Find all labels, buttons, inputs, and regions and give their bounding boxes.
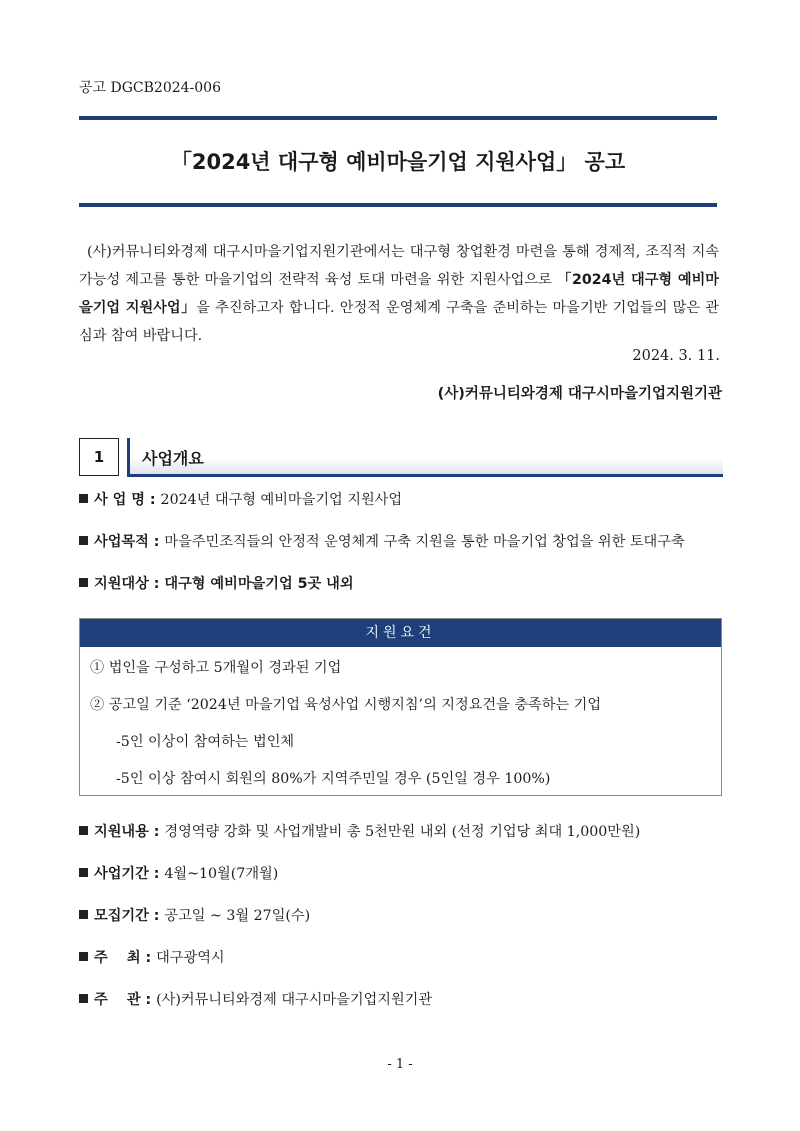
notice-id: 공고 DGCB2024-006 [79, 80, 221, 96]
page-number: - 1 - [387, 1057, 413, 1072]
section-bar [127, 438, 723, 477]
intro-text-2: 을 추진하고자 합니다. 안정적 운영체계 구축을 준비하는 마을기반 기업들의 많은 관심과 참여 바랍니다. [79, 300, 719, 344]
requirement-line: ② 공고일 기준 ‘2024년 마을기업 육성사업 시행지침’의 지정요건을 충족하는 기업 [90, 697, 602, 713]
requirements-header: 지원요건 [80, 619, 721, 647]
doc-title: 「2024년 대구형 예비마을기업 지원사업」 공고 [170, 150, 626, 174]
item-value: 대구형 예비마을기업 5곳 내외 [164, 576, 354, 592]
intro-bold-text: 「2024년 대구형 예비마을기업 지원사업」 [79, 272, 719, 316]
requirement-line: -5인 이상이 참여하는 법인체 [116, 734, 295, 750]
item-host [79, 947, 225, 967]
item-label: 지원내용 : [94, 824, 165, 840]
notice-date: 2024. 3. 11. [632, 348, 720, 364]
requirements-box [79, 618, 722, 796]
square-bullet-icon [79, 826, 88, 835]
item-value: 마을주민조직들의 안정적 운영체계 구축 지원을 통한 마을기업 창업을 위한 토대구축 [164, 534, 685, 550]
requirement-line: ① 법인을 구성하고 5개월이 경과된 기업 [90, 660, 342, 676]
square-bullet-icon [79, 536, 88, 545]
top-rule [79, 116, 717, 120]
item-target [79, 573, 354, 593]
item-value: 2024년 대구형 예비마을기업 지원사업 [160, 492, 403, 508]
item-label: 모집기간 : [94, 908, 165, 924]
square-bullet-icon [79, 494, 88, 503]
item-value: 4월~10월(7개월) [164, 866, 279, 882]
item-value: 경영역량 강화 및 사업개발비 총 5천만원 내외 (선정 기업당 최대 1,000만원) [164, 824, 641, 840]
item-label: 사업목적 : [94, 534, 165, 550]
square-bullet-icon [79, 952, 88, 961]
item-value: (사)커뮤니티와경제 대구시마을기업지원기관 [156, 992, 433, 1008]
intro-paragraph [79, 238, 719, 350]
section-header [79, 438, 723, 476]
item-value: 대구광역시 [156, 950, 225, 966]
item-value: 공고일 ~ 3월 27일(수) [164, 908, 311, 924]
item-recruit [79, 905, 310, 925]
square-bullet-icon [79, 868, 88, 877]
item-period [79, 863, 278, 883]
item-purpose [79, 531, 685, 551]
square-bullet-icon [79, 994, 88, 1003]
square-bullet-icon [79, 910, 88, 919]
item-label: 사 업 명 : [94, 492, 161, 508]
bottom-rule [79, 203, 717, 207]
item-content [79, 821, 640, 841]
item-label: 사업기간 : [94, 866, 165, 882]
issuing-org: (사)커뮤니티와경제 대구시마을기업지원기관 [437, 386, 722, 402]
item-organizer [79, 989, 432, 1009]
item-label: 주 최 : [94, 950, 157, 966]
requirement-line: -5인 이상 참여시 회원의 80%가 지역주민일 경우 (5인일 경우 100%) [116, 771, 551, 787]
square-bullet-icon [79, 578, 88, 587]
section-title: 사업개요 [142, 449, 204, 468]
item-label: 지원대상 : [94, 576, 165, 592]
item-label: 주 관 : [94, 992, 157, 1008]
intro-text-1: (사)커뮤니티와경제 대구시마을기업지원기관에서는 대구형 창업환경 마련을 통해 경제적, 조직적 지속가능성 제고를 통한 마을기업의 전략적 육성 토대 마련을 위한 지원사업으로 [79, 244, 719, 288]
section-number: 1 [79, 438, 119, 476]
item-name [79, 489, 402, 509]
